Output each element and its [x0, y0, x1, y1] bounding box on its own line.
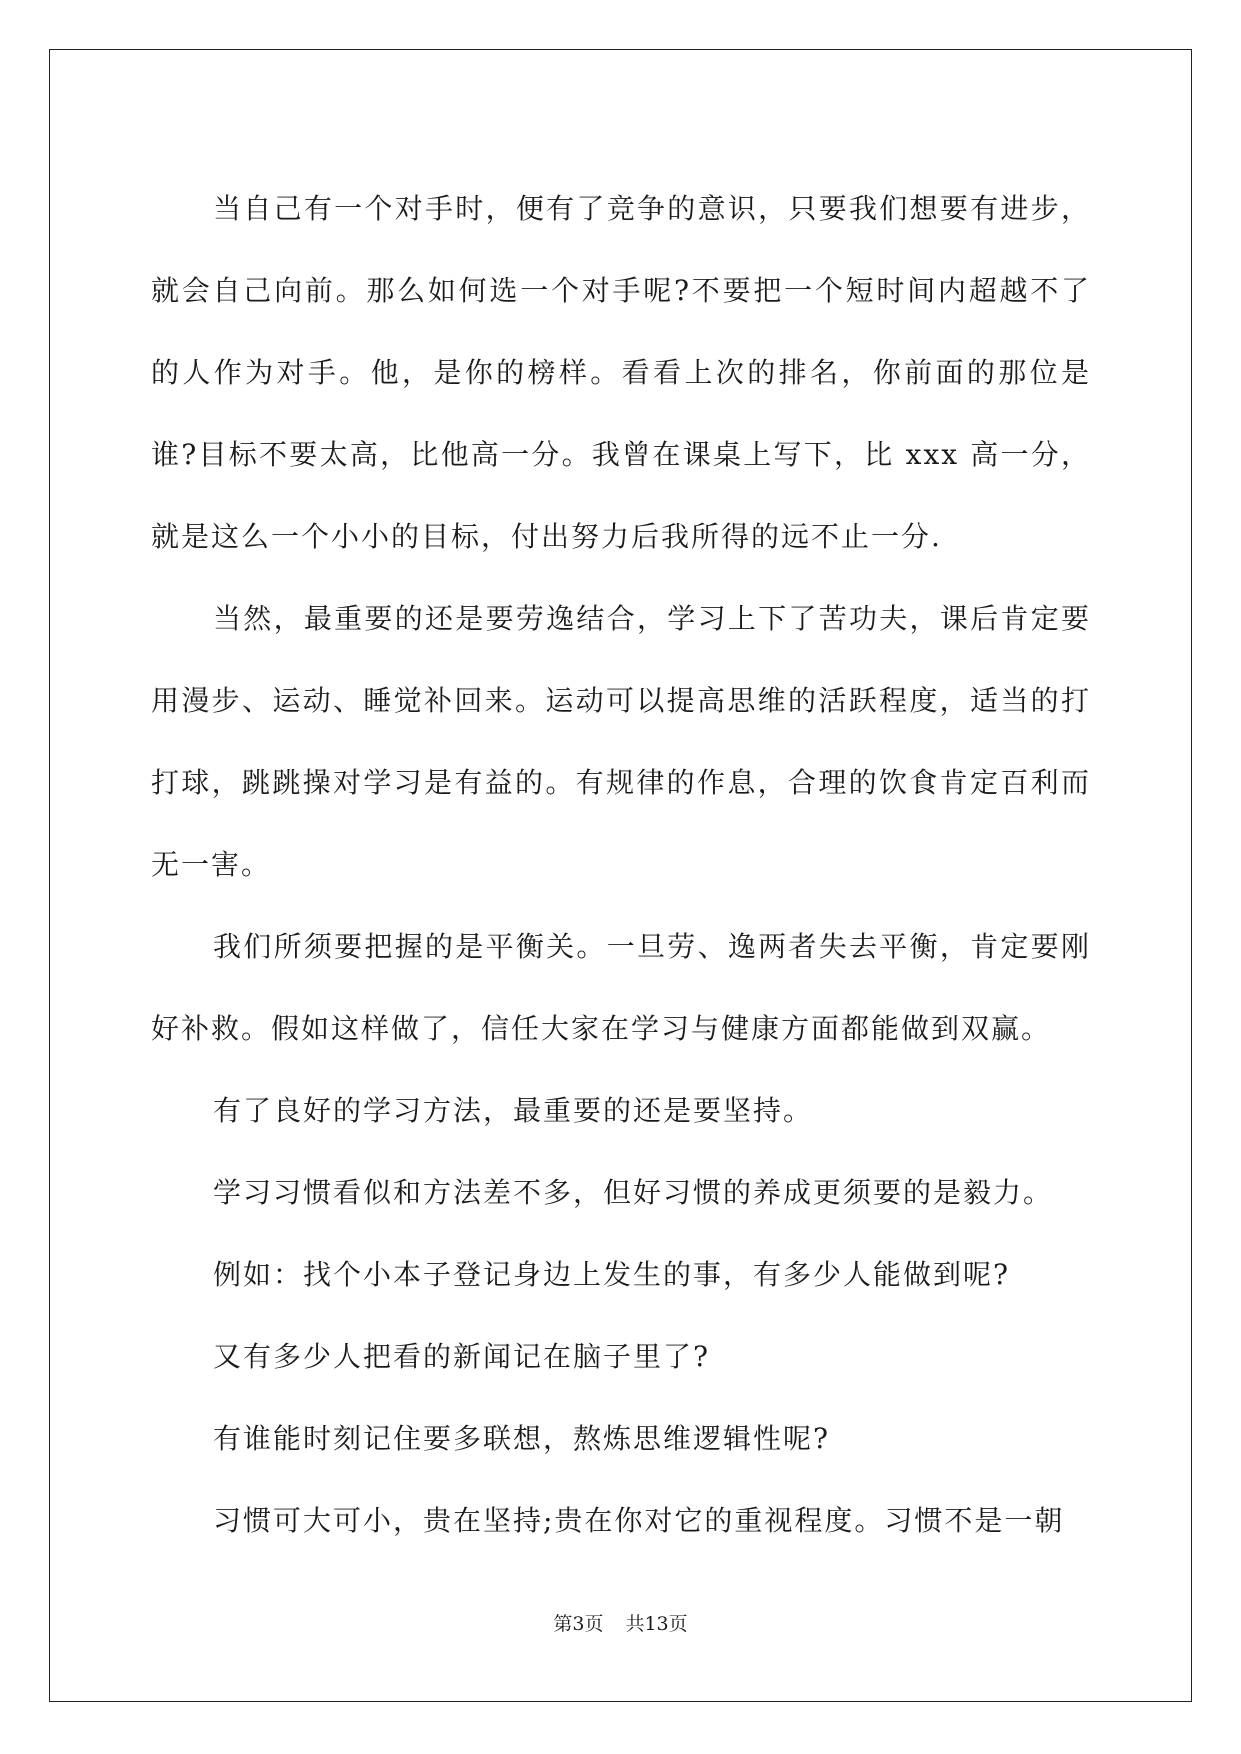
page-number: 第3页	[553, 1613, 604, 1635]
page-footer	[0, 1612, 1241, 1636]
paragraph: 习惯可大可小，贵在坚持;贵在你对它的重视程度。习惯不是一朝	[213, 1504, 1065, 1537]
document-body	[151, 168, 1091, 1562]
paragraph: 我们所须要把握的是平衡关。一旦劳、逸两者失去平衡，肯定要刚好补救。假如这样做了，信任大家在学习与健康方面都能做到双赢。	[151, 930, 1091, 1045]
paragraph: 有谁能时刻记住要多联想，熬炼思维逻辑性呢?	[213, 1422, 831, 1455]
paragraph: 学习习惯看似和方法差不多，但好习惯的养成更须要的是毅力。	[213, 1176, 1054, 1209]
paragraph: 又有多少人把看的新闻记在脑子里了?	[213, 1340, 711, 1373]
paragraph: 有了良好的学习方法，最重要的还是要坚持。	[213, 1094, 814, 1127]
paragraph: 例如：找个小本子登记身边上发生的事，有多少人能做到呢?	[213, 1258, 1011, 1291]
page-total: 共13页	[625, 1613, 688, 1635]
paragraph: 当然，最重要的还是要劳逸结合，学习上下了苦功夫，课后肯定要用漫步、运动、睡觉补回来。运动可以提高思维的活跃程度，适当的打打球，跳跳操对学习是有益的。有规律的作息，合理的饮食肯定百利而无一害。	[151, 602, 1091, 881]
paragraph: 当自己有一个对手时，便有了竞争的意识，只要我们想要有进步，就会自己向前。那么如何选一个对手呢?不要把一个短时间内超越不了的人作为对手。他，是你的榜样。看看上次的排名，你前面的那位是谁?目标不要太高，比他高一分。我曾在课桌上写下，比 xxx 高一分，就是这么一个小小的目标，付出努力后我所得的远不止一分.	[151, 192, 1091, 553]
